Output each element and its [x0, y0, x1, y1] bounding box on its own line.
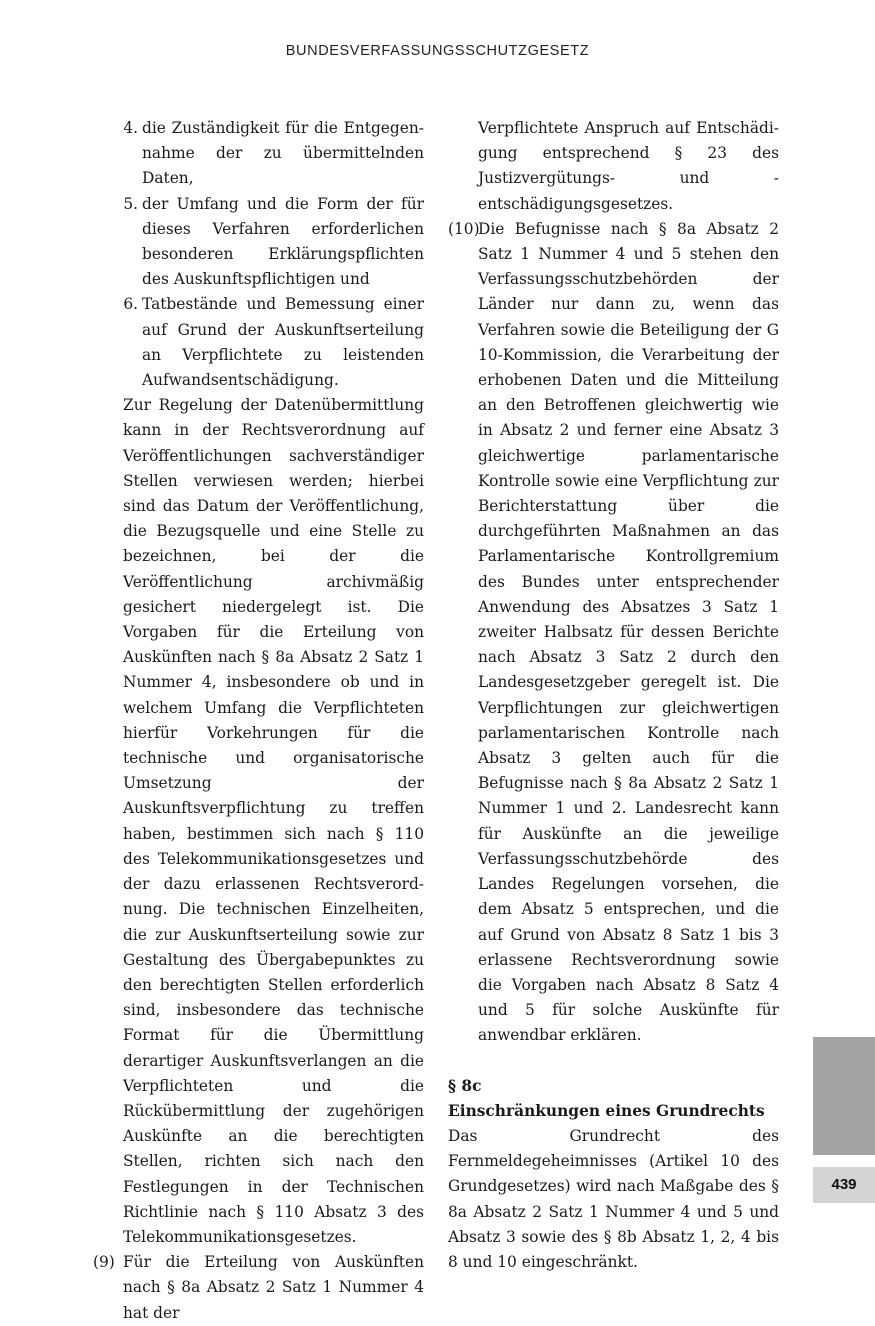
left-column — [93, 116, 424, 1326]
paragraph-text: Für die Erteilung von Auskünften nach § 8a Absatz 2 Satz 1 Nummer 4 hat der — [123, 1253, 424, 1322]
paragraph-9-continuation: Verpflichtete Anspruch auf Entschädigung entsprechend § 23 des Justizvergütungs- und -entschädigungsgesetzes. — [478, 119, 779, 213]
paragraph-9 — [93, 1250, 424, 1326]
section-text: Das Grundrecht des Fernmeldegeheimnisses (Artikel 10 des Grundgesetzes) wird nach Maßgabe des § 8a Absatz 2 Satz 1 Nummer 4 und 5 und Absatz 3 sowie des § 8b Absatz 1, 2, 4 bis 8 und 10 eingeschränkt. — [448, 1126, 779, 1271]
list-item — [93, 116, 424, 192]
running-header: BUNDESVERFASSUNGSSCHUTZGESETZ — [285, 43, 590, 59]
list-item-number: 5. — [123, 194, 138, 213]
list-item-number: 6. — [123, 295, 138, 314]
paragraph-8-continuation: Zur Regelung der Datenübermittlung kann in der Rechtsverordnung auf Veröffentlichungen sachverständiger Stellen verwiesen werden; hierbei sind das Datum der Veröffentlichung, die Bezugsquelle und eine Stelle zu bezeichnen, bei der die Veröffentlichung archivmäßig gesichert niedergelegt ist. Die Vorgaben für die Erteilung von Auskünften nach § 8a Absatz 2 Satz 1 Nummer 4, insbesondere ob und in welchem Umfang die Verpflichteten hierfür Vorkehrungen für die technische und organisatorische Umsetzung der Auskunftsverpflichtung zu treffen haben, bestimmen sich nach § 110 des Telekommunikationsgesetzes und der dazu erlassenen Rechtsverordnung. Die technischen Einzelheiten, die zur Auskunftserteilung sowie zur Gestaltung des Übergabepunktes zu den berechtigten Stellen erforderlich sind, insbesondere das technische Format für die Übermittlung derartiger Auskunftsverlangen an die Verpflichteten und die Rückübermittlung der zugehörigen Auskünfte an die berechtigten Stellen, richten sich nach den Festlegungen in der Technischen Richtlinie nach § 110 Absatz 3 des Telekommunikationsgesetzes. — [123, 396, 424, 1246]
list-item-number: 4. — [123, 119, 138, 137]
paragraph-text: Die Befugnisse nach § 8a Absatz 2 Satz 1 Nummer 4 und 5 stehen den Verfassungsschutzbehörden der Länder nur dann zu, wenn das Verfahren sowie die Beteiligung der G 10-Kommission, die Verarbeitung der erhobenen Daten und die Mitteilung an den Betroffenen gleichwertig wie in Absatz 2 und ferner eine Absatz 3 gleichwertige parlamentarische Kontrolle sowie eine Verpflichtung zur Berichterstattung über die durchgeführten Maßnahmen an das Parlamentarische Kontrollgremium des Bundes unter entsprechender Anwendung des Absatzes 3 Satz 1 zweiter Halbsatz für dessen Berichte nach Absatz 3 Satz 2 durch den Landesgesetzgeber geregelt ist. Die Verpflichtungen zur gleichwertigen parlamentarischen Kontrolle nach Absatz 3 gelten auch für die Befugnisse nach § 8a Absatz 2 Satz 1 Nummer 1 und 2. Landesrecht kann für Auskünfte an die jeweilige Verfassungsschutzbehörde des Landes Regelungen vorsehen, die dem Absatz 5 entsprechen, und die auf Grund von Absatz 8 Satz 1 bis 3 erlassene Rechtsverordnung sowie die Vorgaben nach Absatz 8 Satz 4 und 5 für solche Auskünfte für anwendbar erklären. — [478, 219, 779, 1045]
paragraph-number: (9) — [93, 1253, 115, 1272]
list-item-text: Tatbestände und Bemessung einer auf Grund der Auskunftserteilung an Verpflichtete zu leistenden Aufwandsentschädigung. — [142, 295, 424, 390]
thumb-index-tab — [813, 1037, 875, 1155]
page-number: 439 — [813, 1167, 875, 1203]
paragraph-10 — [448, 217, 779, 1049]
section-title: Einschränkungen eines Grundrechts — [448, 1101, 765, 1120]
section-number: § 8c — [448, 1076, 482, 1095]
list-item — [93, 292, 424, 393]
list-item-text: die Zuständigkeit für die Entgegennahme der zu übermittelnden Daten, — [142, 119, 424, 188]
list-item-text: der Umfang und die Form der für dieses Verfahren erforderlichen besonderen Erklärungspflichten des Auskunftspflichtigen und — [142, 194, 424, 289]
right-column — [448, 116, 779, 1275]
list-item — [93, 192, 424, 293]
paragraph-number: (10) — [448, 219, 480, 238]
